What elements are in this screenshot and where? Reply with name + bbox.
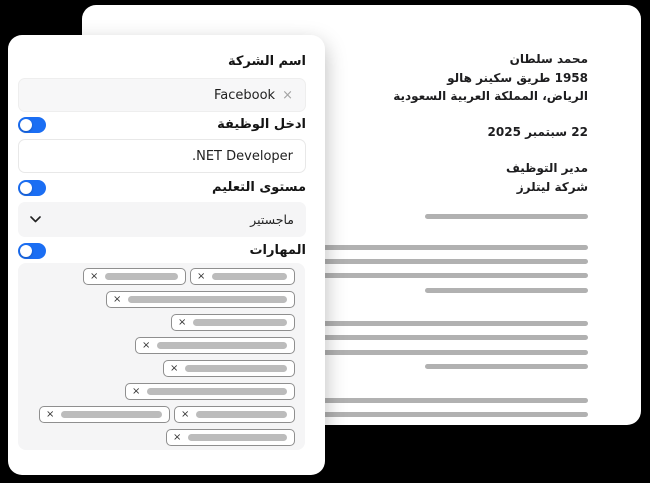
- skill-tag-row: [26, 360, 295, 377]
- toggle-thumb: [20, 119, 32, 131]
- skill-placeholder-bar: [196, 411, 287, 418]
- sender-name: محمد سلطان: [509, 52, 588, 66]
- skill-tag: [171, 314, 295, 331]
- remove-company-icon[interactable]: ×: [282, 87, 293, 103]
- skill-placeholder-bar: [128, 296, 287, 303]
- skill-placeholder-bar: [157, 342, 287, 349]
- letter-date: 22 سبتمبر 2025: [487, 125, 588, 139]
- skill-tag: [135, 337, 295, 354]
- sender-address-line1: 1958 طريق سكينر هالو: [447, 71, 588, 85]
- skill-tag-row: [26, 406, 295, 423]
- chevron-down-icon: [30, 216, 41, 223]
- skill-placeholder-bar: [185, 365, 287, 372]
- education-toggle-row: [18, 179, 306, 196]
- skill-tag-row: [26, 314, 295, 331]
- recipient-title: مدير التوظيف: [505, 161, 588, 175]
- job-field-toggle[interactable]: [18, 117, 46, 133]
- skill-placeholder-bar: [61, 411, 162, 418]
- skill-tag: [174, 406, 295, 423]
- company-name-input[interactable]: [18, 78, 306, 112]
- education-level-toggle[interactable]: [18, 180, 46, 196]
- remove-skill-icon[interactable]: ×: [173, 431, 182, 443]
- education-level-label: مستوى التعليم: [212, 180, 306, 195]
- skill-placeholder-bar: [212, 273, 287, 280]
- skill-tag: [106, 291, 295, 308]
- job-field-label: ادخل الوظيفة: [217, 117, 306, 132]
- text-placeholder-line: [425, 288, 588, 293]
- recipient-company: شركة ليتلرز: [516, 180, 588, 194]
- remove-skill-icon[interactable]: ×: [132, 385, 141, 397]
- skill-tag-row: [26, 429, 295, 446]
- text-placeholder-line: [425, 364, 588, 369]
- company-name-value: Facebook: [214, 87, 276, 103]
- sender-address-line2: الرياض، المملكة العربية السعودية: [393, 89, 588, 103]
- remove-skill-icon[interactable]: ×: [170, 362, 179, 374]
- toggle-thumb: [20, 182, 32, 194]
- job-toggle-row: [18, 116, 306, 133]
- skill-placeholder-bar: [188, 434, 287, 441]
- text-placeholder-line: [425, 214, 588, 219]
- skill-tag: [163, 360, 295, 377]
- remove-skill-icon[interactable]: ×: [46, 408, 55, 420]
- skill-tag-row: [26, 383, 295, 400]
- remove-skill-icon[interactable]: ×: [142, 339, 151, 351]
- remove-skill-icon[interactable]: ×: [181, 408, 190, 420]
- remove-skill-icon[interactable]: ×: [90, 270, 99, 282]
- skill-tag: [83, 268, 186, 285]
- education-level-value: ماجستير: [250, 212, 294, 227]
- job-form-card: [8, 35, 325, 475]
- skill-placeholder-bar: [105, 273, 178, 280]
- toggle-thumb: [20, 245, 32, 257]
- skill-tag: [125, 383, 295, 400]
- skills-tags-container: [18, 263, 305, 450]
- company-name-label: اسم الشركة: [227, 54, 306, 69]
- skill-tag: [166, 429, 295, 446]
- job-title-input[interactable]: [18, 139, 306, 173]
- remove-skill-icon[interactable]: ×: [197, 270, 206, 282]
- skill-placeholder-bar: [193, 319, 287, 326]
- skill-tag-row: [26, 337, 295, 354]
- remove-skill-icon[interactable]: ×: [113, 293, 122, 305]
- skills-label: المهارات: [249, 243, 306, 258]
- skill-tag-row: [26, 291, 295, 308]
- skills-toggle[interactable]: [18, 243, 46, 259]
- skill-placeholder-bar: [147, 388, 287, 395]
- remove-skill-icon[interactable]: ×: [178, 316, 187, 328]
- skills-toggle-row: [18, 242, 306, 259]
- skill-tag-row: [26, 268, 295, 285]
- job-title-value: .NET Developer: [191, 148, 293, 164]
- skill-tag: [190, 268, 295, 285]
- education-level-select[interactable]: [18, 202, 306, 237]
- skill-tag: [39, 406, 170, 423]
